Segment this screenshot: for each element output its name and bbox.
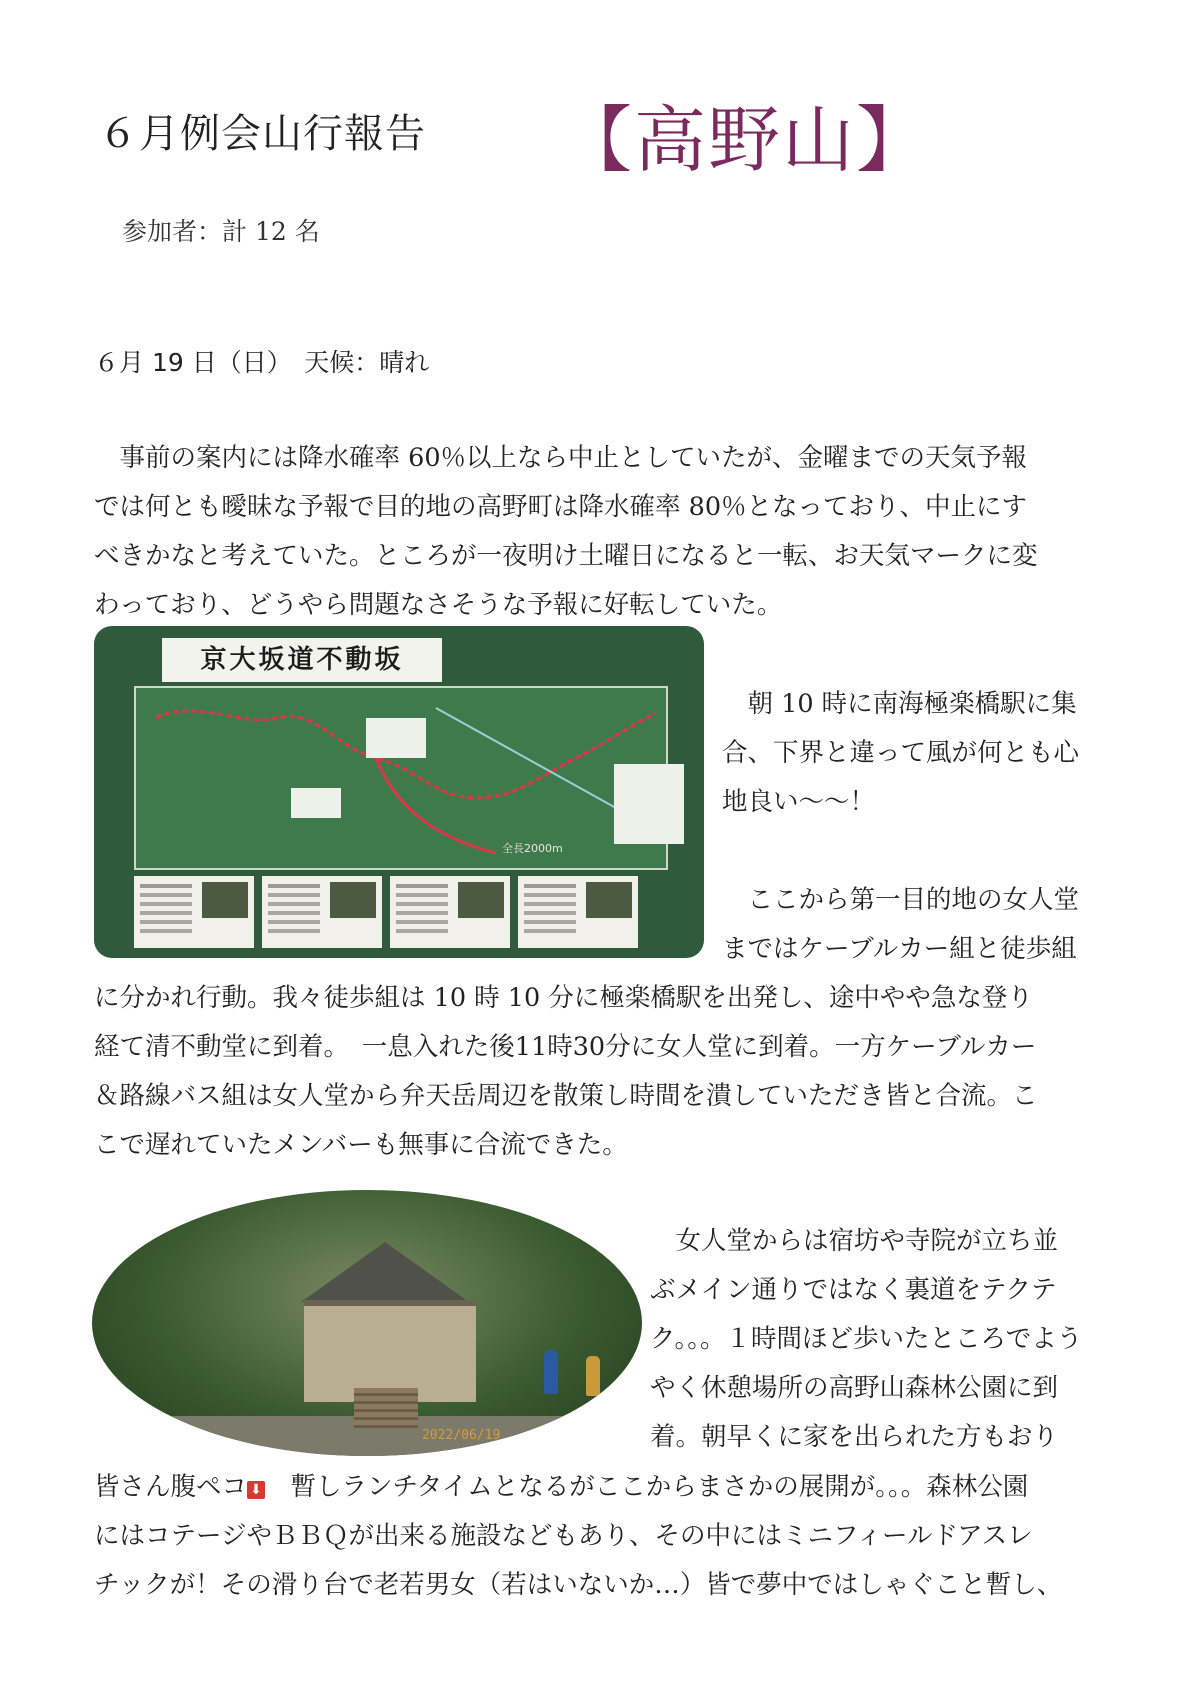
text-line: 地良い～～！: [722, 787, 876, 817]
text-line: やく休憩場所の高野山森林公園に到: [650, 1373, 1059, 1403]
text-line: ぶメイン通りではなく裏道をテクテ: [650, 1275, 1057, 1305]
photo-date-stamp: 2022/06/19: [422, 1428, 501, 1443]
text-line: にはコテージやＢＢＱが出来る施設などもあり、その中にはミニフィールドアスレ: [94, 1521, 1033, 1551]
text-segment: 皆さん腹ペコ: [94, 1472, 248, 1502]
text-line: 経て清不動堂に到着。 一息入れた後11時30分に女人堂に到着。一方ケーブルカー: [94, 1032, 1037, 1062]
temple-photo: [92, 1190, 642, 1456]
text-line: 女人堂からは宿坊や寺院が立ち並: [650, 1226, 1059, 1256]
date-weather: ６月 19 日（日） 天候：晴れ: [94, 348, 430, 377]
mountain-name: 【高野山】: [560, 98, 931, 182]
paragraph-forecast: [94, 434, 1154, 630]
map-scale: 全長2000m: [502, 842, 563, 855]
map-inset: [614, 764, 684, 844]
paragraph-route: [94, 974, 1154, 1170]
text-line: まではケーブルカー組と徒歩組: [722, 934, 1077, 964]
text-line: 事前の案内には降水確率 60％以上なら中止としていたが、金曜までの天気予報: [94, 443, 1028, 473]
text-line: 合、下界と違って風が何とも心: [722, 738, 1080, 768]
map-info-panel: [134, 876, 254, 948]
text-line: こで遅れていたメンバーも無事に合流できた。: [94, 1130, 628, 1160]
hiker-figure: [586, 1356, 600, 1396]
text-line: 朝 10 時に南海極楽橋駅に集: [722, 689, 1077, 719]
text-line: わっており、どうやら問題なさそうな予報に好転していた。: [94, 590, 783, 620]
paragraph-route-start: [722, 876, 1162, 974]
paragraph-lunch: [94, 1463, 1154, 1610]
text-line: ク。。。１時間ほど歩いたところでよう: [650, 1324, 1083, 1354]
text-line: に分かれ行動。我々徒歩組は 10 時 10 分に極楽橋駅を出発し、途中やや急な登り: [94, 983, 1033, 1013]
participants-count: 参加者：計 12 名: [122, 217, 320, 246]
trail-route-graphic: [136, 688, 666, 868]
map-board-title: 京大坂道不動坂: [162, 638, 442, 682]
text-line: [94, 1463, 1154, 1512]
trail-map-photo: [94, 626, 704, 958]
text-line: チックが！その滑り台で老若男女（若はいないか…）皆で夢中ではしゃぐこと暫し、: [94, 1570, 1063, 1600]
down-arrow-icon: ⬇: [247, 1481, 265, 1499]
text-line: べきかなと考えていた。ところが一夜明け土曜日になると一転、お天気マークに変: [94, 541, 1038, 571]
map-info-panel: [262, 876, 382, 948]
text-segment: 暫しランチタイムとなるがここからまさかの展開が。。。森林公園: [265, 1472, 1029, 1502]
text-line: ＆路線バス組は女人堂から弁天岳周辺を散策し時間を潰していただき皆と合流。こ: [94, 1081, 1038, 1111]
map-info-panel: [390, 876, 510, 948]
trail-map: [134, 686, 668, 870]
text-line: ここから第一目的地の女人堂: [722, 885, 1080, 915]
map-info-panel: [518, 876, 638, 948]
hiker-figure: [544, 1350, 558, 1394]
paragraph-park-walk: [650, 1217, 1160, 1462]
report-title: ６月例会山行報告: [98, 111, 426, 157]
paragraph-meeting: [722, 680, 1162, 827]
text-line: では何とも曖昧な予報で目的地の高野町は降水確率 80％となっており、中止にす: [94, 492, 1028, 522]
text-line: 着。朝早くに家を出られた方もおり: [650, 1422, 1059, 1452]
